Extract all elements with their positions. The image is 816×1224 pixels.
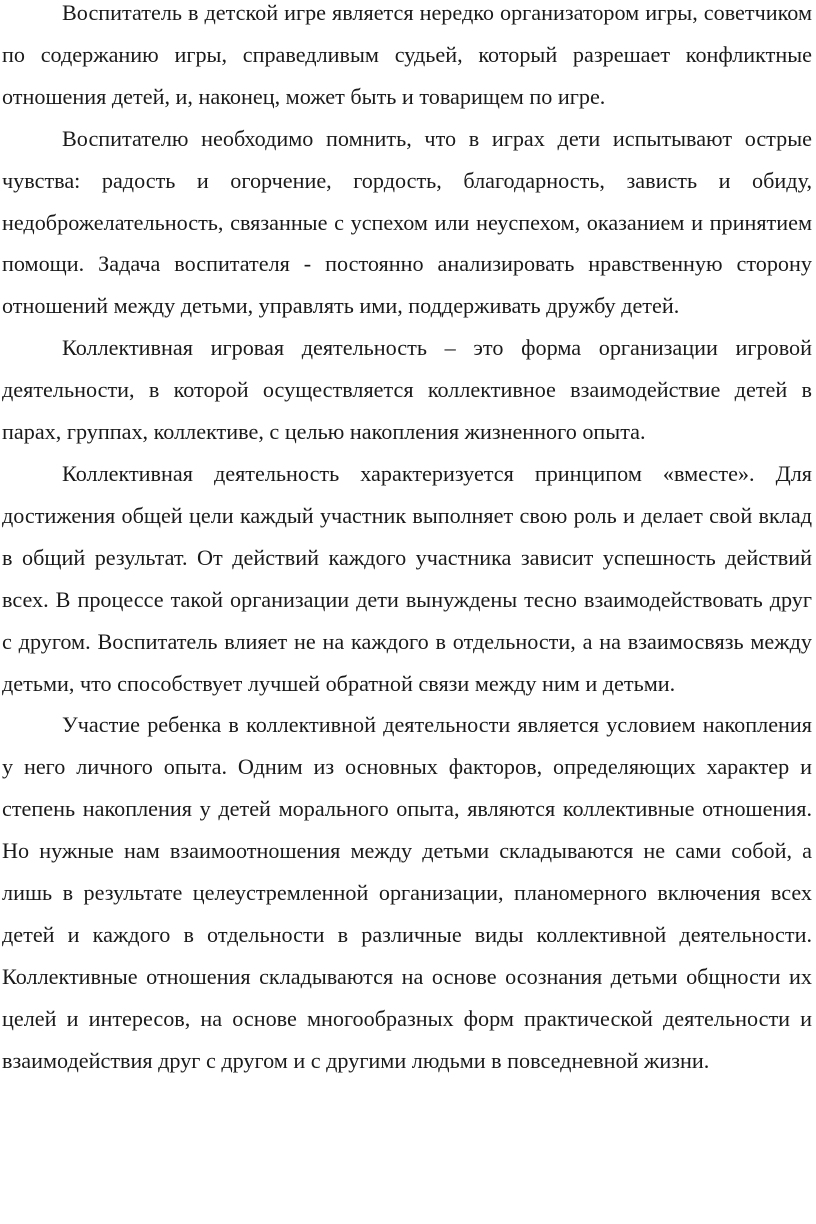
paragraph-2: Воспитателю необходимо помнить, что в играх дети испытывают острые чувства: радость и огорчение, гордость, благодарность, зависть и обиду, недоброжелательность, связанные с успехом или неуспехом, оказанием и принятием помощи. Задача воспитателя - постоянно анализировать нравственную сторону отношений между детьми, управлять ими, поддерживать дружбу детей. bbox=[2, 125, 812, 319]
paragraph-5: Участие ребенка в коллективной деятельности является условием накопления у него личного опыта. Одним из основных факторов, определяющих характер и степень накопления у детей морального опыта, являются коллективные отношения. Но нужные нам взаимоотношения между детьми складываются не сами собой, а лишь в результате целеустремленной организации, планомерного включения всех детей и каждого в отдельности в различные виды коллективной деятельности. Коллективные отношения складываются на основе осознания детьми общности их целей и интересов, на основе многообразных форм практической деятельности и взаимодействия друг с другом и с другими людьми в повседневной жизни. bbox=[2, 712, 812, 1073]
paragraph-3: Коллективная игровая деятельность – это форма организации игровой деятельности, в которой осуществляется коллективное взаимодействие детей в парах, группах, коллективе, с целью накопления жизненного опыта. bbox=[2, 335, 812, 445]
paragraph-1: Воспитатель в детской игре является нередко организатором игры, советчиком по содержанию игры, справедливым судьей, который разрешает конфликтные отношения детей, и, наконец, может быть и товарищем по игре. bbox=[2, 0, 812, 109]
paragraph-4: Коллективная деятельность характеризуется принципом «вместе». Для достижения общей цели каждый участник выполняет свою роль и делает свой вклад в общий результат. От действий каждого участника зависит успешность действий всех. В процессе такой организации дети вынуждены тесно взаимодействовать друг с другом. Воспитатель влияет не на каждого в отдельности, а на взаимосвязь между детьми, что способствует лучшей обратной связи между ним и детьми. bbox=[2, 460, 812, 696]
